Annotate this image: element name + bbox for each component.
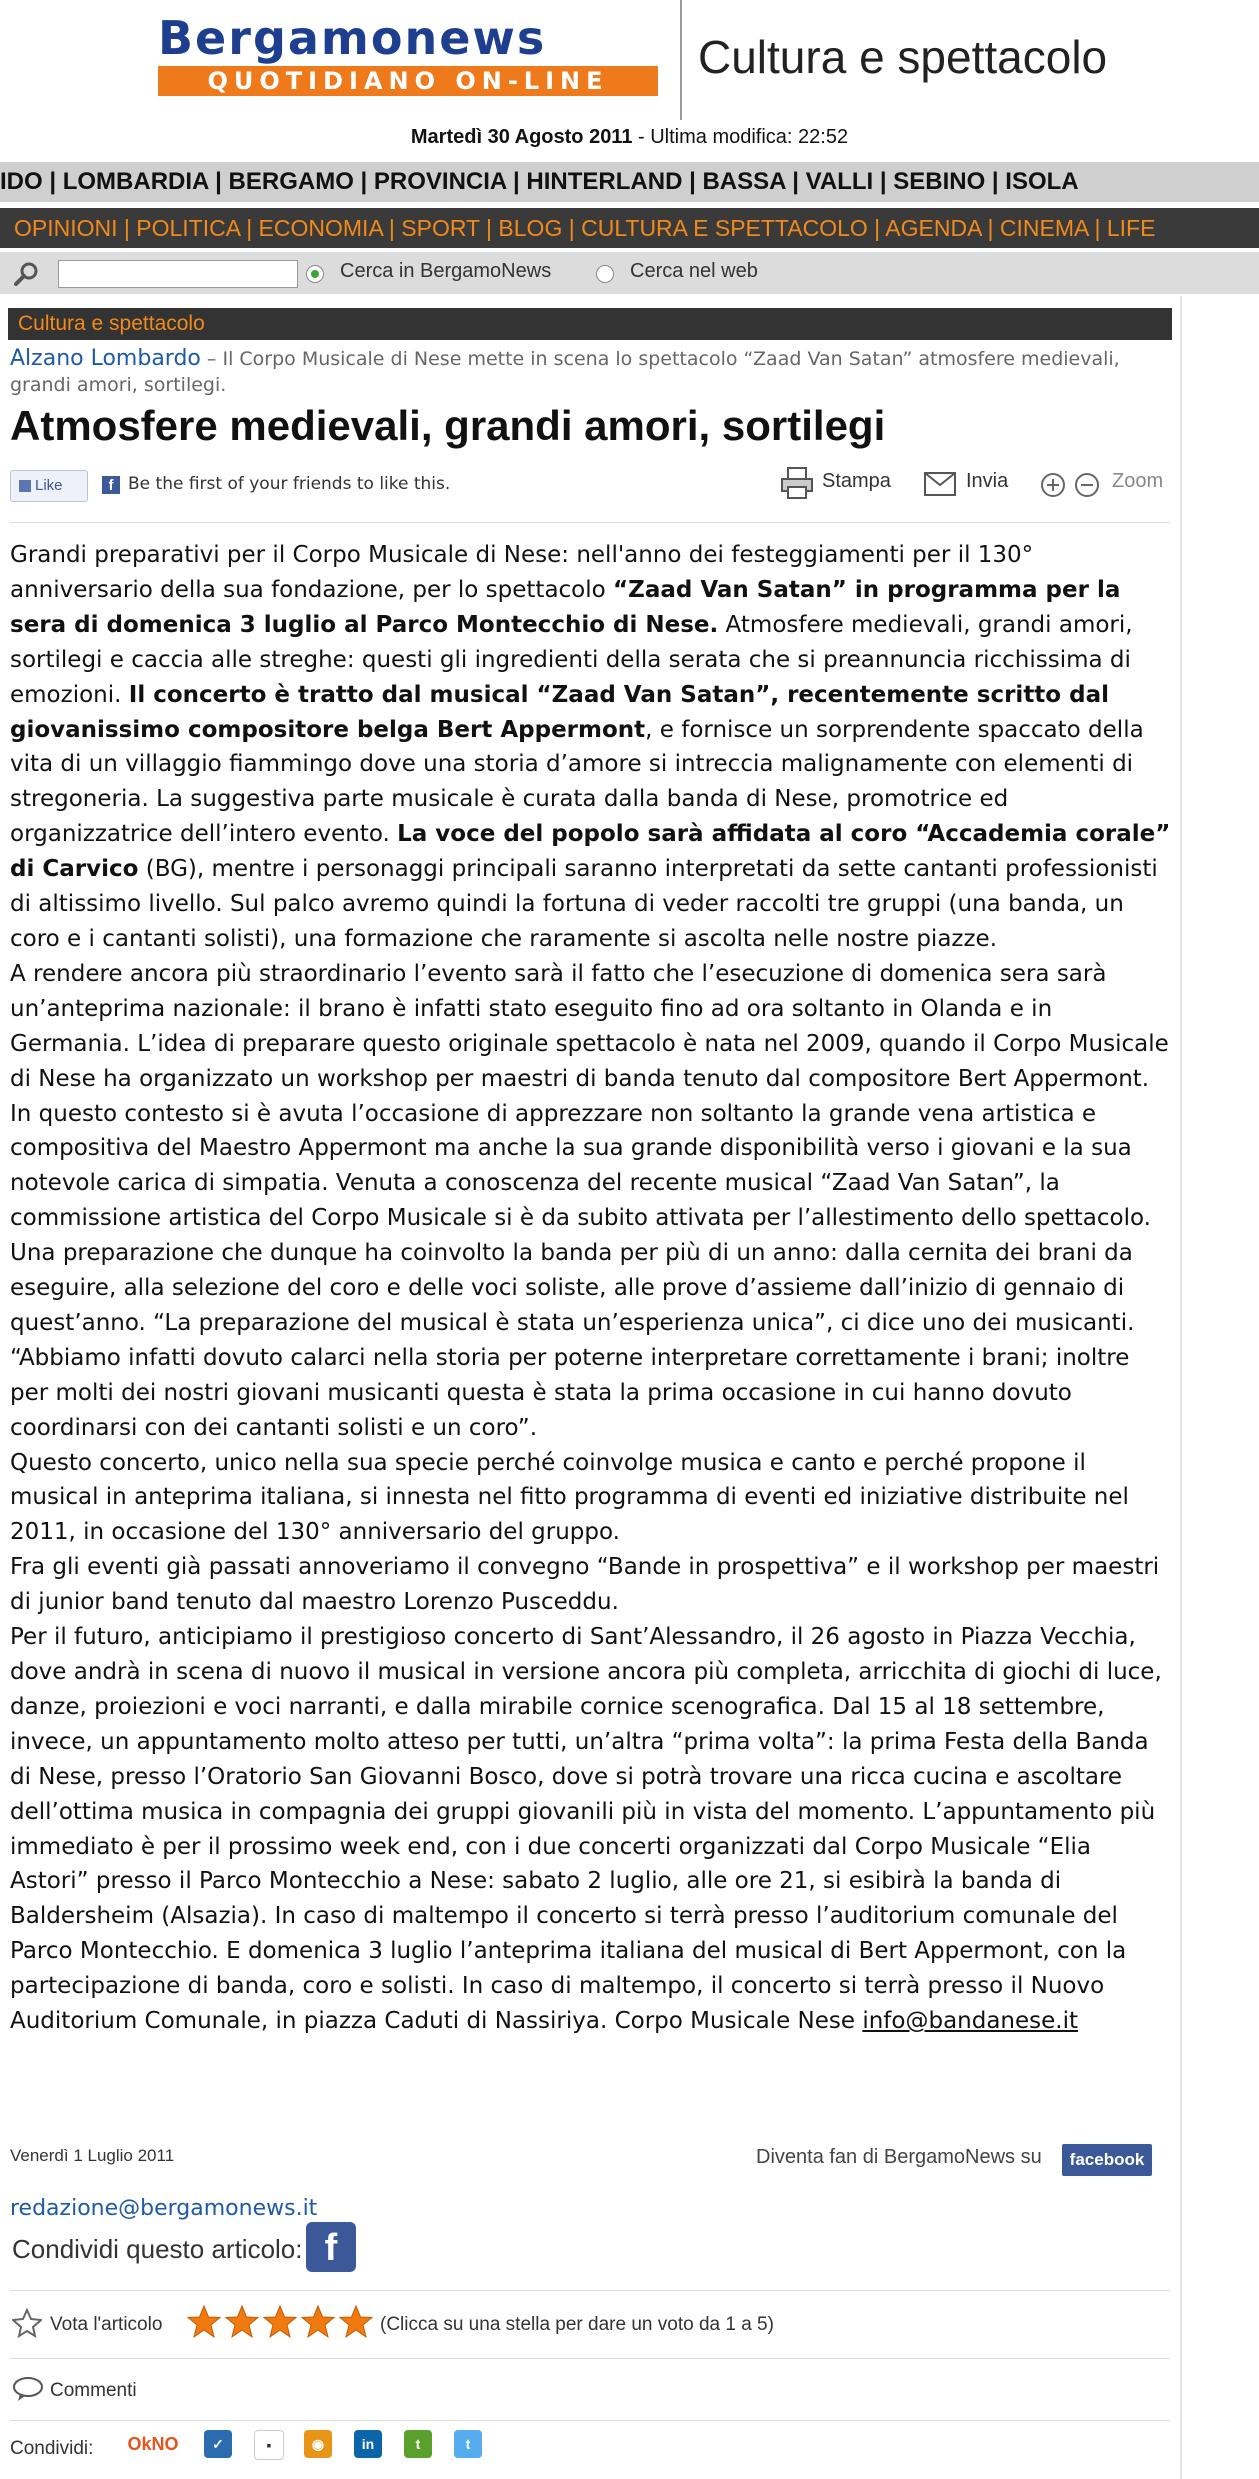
- secondary-nav: [0, 208, 1259, 248]
- linkedin-icon[interactable]: in: [354, 2430, 382, 2458]
- article-paragraph: [10, 1620, 1172, 2039]
- rating-star-2[interactable]: [224, 2304, 260, 2340]
- delicious-icon[interactable]: ✓: [204, 2430, 232, 2458]
- send-link[interactable]: Invia: [966, 470, 1009, 492]
- zoom-in-icon[interactable]: [1040, 472, 1066, 498]
- contact-email-link[interactable]: info@bandanese.it: [862, 2008, 1079, 2035]
- thumbs-up-icon: [19, 480, 31, 492]
- share-article-label: Condividi questo articolo:: [12, 2234, 303, 2264]
- tools-divider: [10, 522, 1170, 523]
- text-run: Per il futuro, anticipiamo il prestigioso concerto di Sant’Alessandro, il 26 agosto in Piazza Vecchia, dove andrà in scena di nuovo il musical in versione ancora più completa, arricchita di giochi di luce, danze, proiezioni e voci narranti, e dalla mirabile cornice scenografica. Dal 15 al 18 settembre, invece, un appuntamento molto atteso per tutti, un’altra “prima volta”: la prima Festa della Banda di Nese, presso l’Oratorio San Giovanni Bosco, dove si potrà trovare una ricca cucina e ascoltare dell’ottima musica in compagnia dei gruppi giovanili più in vista del momento. L’appuntamento più immediato è per il prossimo week end, con i due concerti organizzati dal Corpo Musicale “Elia Astori” presso il Parco Montecchio a Nese: sabato 2 luglio, alle ore 21, si esibirà la banda di Baldersheim (Alsazia). In caso di maltempo il concerto si terrà presso l’auditorium comunale del Parco Montecchio. E domenica 3 luglio l’anteprima italiana del musical di Bert Appermont, con la partecipazione di banda, coro e solisti. In caso di maltempo, il concerto si terrà presso il Nuovo Auditorium Comunale, in piazza Caduti di Nassiriya. Corpo Musicale Nese: [10, 1624, 1162, 2035]
- text-run-bold: “Zaad Van Satan” in programma per la sera di domenica 3 luglio al Parco Montecchio di Nese.: [10, 576, 1121, 638]
- article-paragraph: A rendere ancora più straordinario l’evento sarà il fatto che l’esecuzione di domenica sera sarà un’anteprima nazionale: il brano è infatti stato eseguito fino ad ora soltanto in Olanda e in Germania. L’idea di preparare questo originale spettacolo è nata nel 2009, quando il Corpo Musicale di Nese ha organizzato un workshop per maestri di banda tenuto dal compositore Bert Appermont. In questo contesto si è avuta l’occasione di apprezzare non soltanto la grande vena artistica e compositiva del Maestro Appermont ma anche la sua grande disponibilità verso i giovani e la sua notevole carica di simpatia. Venuta a conoscenza del recente musical “Zaad Van Satan”, la commissione artistica del Corpo Musicale si è da subito attivata per l’allestimento dello spettacolo. Una preparazione che dunque ha coinvolto la banda per più di un anno: dalla cernita dei brani da eseguire, alla selezione del coro e delle voci soliste, alle prove d’assieme dall’inizio di gennaio di quest’anno. “La preparazione del musical è stata un’esperienza unica”, ci dice uno dei musicanti. “Abbiamo infatti dovuto calarci nella storia per poterne interpretare correttamente i brani; inoltre per molti dei nostri giovani musicanti questa è stata la prima occasione in cui hanno dovuto coordinarsi con dei cantanti solisti e un coro”.: [10, 960, 1169, 1441]
- article-paragraph: [10, 538, 1172, 957]
- category-bar: [8, 308, 1172, 340]
- article-place: Alzano Lombardo: [10, 346, 201, 371]
- section-title: Cultura e spettacolo: [698, 31, 1108, 83]
- comment-icon[interactable]: [12, 2376, 44, 2402]
- article-paragraph: Fra gli eventi già passati annoveriamo il convegno “Bande in prospettiva” e il workshop per maestri di junior band tenuto dal maestro Lorenzo Pusceddu.: [10, 1554, 1160, 1616]
- article-paragraph: Questo concerto, unico nella sua specie perché coinvolge musica e canto e perché propone il musical in anteprima italiana, si innesta nel fitto programma di eventi ed iniziative distribuite nel 2011, in occasione del 130° anniversario del gruppo.: [10, 1449, 1129, 1546]
- technorati-icon[interactable]: t: [404, 2430, 432, 2458]
- date-line: [0, 126, 1259, 149]
- rating-star-5[interactable]: [338, 2304, 374, 2340]
- divider: [10, 2358, 1170, 2359]
- site-logo[interactable]: [158, 11, 658, 114]
- redazione-email-link[interactable]: redazione@bergamonews.it: [10, 2196, 318, 2221]
- header-divider: [680, 0, 682, 120]
- search-icon[interactable]: [12, 260, 40, 288]
- like-count-text: Be the first of your friends to like this.: [128, 474, 451, 494]
- text-run: , e fornisce un sorprendente spaccato della vita di un villaggio fiammingo dove una storia d’amore si intreccia malignamente con elementi di stregoneria. La suggestiva parte musicale è curata dalla banda di Nese, promotrice ed organizzatrice dell’intero evento.: [10, 716, 1144, 848]
- facebook-like-button[interactable]: [10, 470, 88, 502]
- last-modified: - Ultima modifica: 22:52: [632, 126, 849, 148]
- primary-nav-links[interactable]: IDO | LOMBARDIA | BERGAMO | PROVINCIA | HINTERLAND | BASSA | VALLI | SEBINO | ISOLA: [0, 168, 1079, 195]
- radio-search-site[interactable]: [306, 265, 324, 283]
- rating-star-1[interactable]: [186, 2304, 222, 2340]
- radio-search-web[interactable]: [596, 265, 614, 283]
- zoom-label: Zoom: [1112, 470, 1164, 492]
- search-input[interactable]: [58, 260, 298, 288]
- rss-icon[interactable]: ◉: [304, 2430, 332, 2458]
- digg-icon[interactable]: ▪: [254, 2430, 284, 2460]
- logo-main-text: Bergamo: [158, 11, 405, 65]
- print-icon[interactable]: [780, 466, 814, 500]
- zoom-out-icon[interactable]: [1074, 472, 1100, 498]
- rating-star-4[interactable]: [300, 2304, 336, 2340]
- divider: [10, 2290, 1170, 2291]
- publish-date: Venerdì 1 Luglio 2011: [10, 2146, 175, 2165]
- sidebar-divider: [1180, 296, 1182, 2479]
- mail-icon[interactable]: [924, 472, 956, 496]
- vote-hint: (Clicca su una stella per dare un voto da 1 a 5): [380, 2314, 774, 2335]
- search-bar: [0, 252, 1259, 294]
- facebook-share-icon[interactable]: f: [306, 2222, 356, 2272]
- primary-nav: [0, 162, 1259, 202]
- category-label[interactable]: Cultura e spettacolo: [18, 312, 205, 335]
- text-run: Grandi preparativi per il Corpo Musicale di Nese: nell'anno dei festeggiamenti per il 130° anniversario della sua fondazione, per lo spettacolo: [10, 542, 1034, 603]
- text-run: (BG), mentre i personaggi principali saranno interpretati da sette cantanti professionisti di altissimo livello. Sul palco avremo quindi la fortuna di veder raccolti tre gruppi (una banda, un coro e i cantanti solisti), una formazione che raramente si ascolta nelle nostre piazze.: [10, 856, 1158, 952]
- star-outline-icon: [12, 2308, 42, 2338]
- facebook-fan-button[interactable]: facebook: [1062, 2144, 1152, 2176]
- rating-star-3[interactable]: [262, 2304, 298, 2340]
- current-date: Martedì 30 Agosto 2011: [410, 126, 633, 148]
- text-run-bold: La voce del popolo sarà affidata al coro “Accademia corale” di Carvico: [10, 821, 1171, 883]
- logo-news-text: news: [404, 11, 547, 65]
- divider: [10, 2420, 1170, 2421]
- facebook-fan-text: Diventa fan di BergamoNews su: [756, 2146, 1042, 2168]
- radio-search-web-label: Cerca nel web: [630, 260, 758, 282]
- print-link[interactable]: Stampa: [822, 470, 891, 492]
- logo-subtitle: QUOTIDIANO ON-LINE: [158, 66, 658, 96]
- logo-title: [158, 11, 658, 65]
- article-summary: – Il Corpo Musicale di Nese mette in scena lo spettacolo “Zaad Van Satan” atmosfere medievali, grandi amori, sortilegi.: [10, 348, 1120, 396]
- comments-link[interactable]: Commenti: [50, 2380, 137, 2401]
- share-label: Condividi:: [10, 2438, 94, 2459]
- vote-label: Vota l'articolo: [50, 2314, 163, 2335]
- secondary-nav-links[interactable]: OPINIONI | POLITICA | ECONOMIA | SPORT | BLOG | CULTURA E SPETTACOLO | AGENDA | CINEMA | LIFE: [14, 215, 1156, 241]
- article-title: Atmosfere medievali, grandi amori, sortilegi: [10, 402, 886, 449]
- like-label: Like: [35, 477, 63, 494]
- text-run-bold: Il concerto è tratto dal musical “Zaad Van Satan”, recentemente scritto dal giovanissimo compositore belga Bert Appermont: [10, 681, 1109, 743]
- oknotizie-icon[interactable]: OkNO: [124, 2430, 182, 2458]
- article-kicker: [10, 346, 1170, 398]
- radio-search-site-label: Cerca in BergamoNews: [340, 260, 552, 282]
- text-run: Atmosfere medievali, grandi amori, sortilegi e caccia alle streghe: questi gli ingredienti della serata che si preannuncia ricchissima di emozioni.: [10, 611, 1133, 708]
- article-body: [10, 538, 1172, 2039]
- facebook-icon: f: [102, 476, 120, 494]
- twitter-icon[interactable]: t: [454, 2430, 482, 2458]
